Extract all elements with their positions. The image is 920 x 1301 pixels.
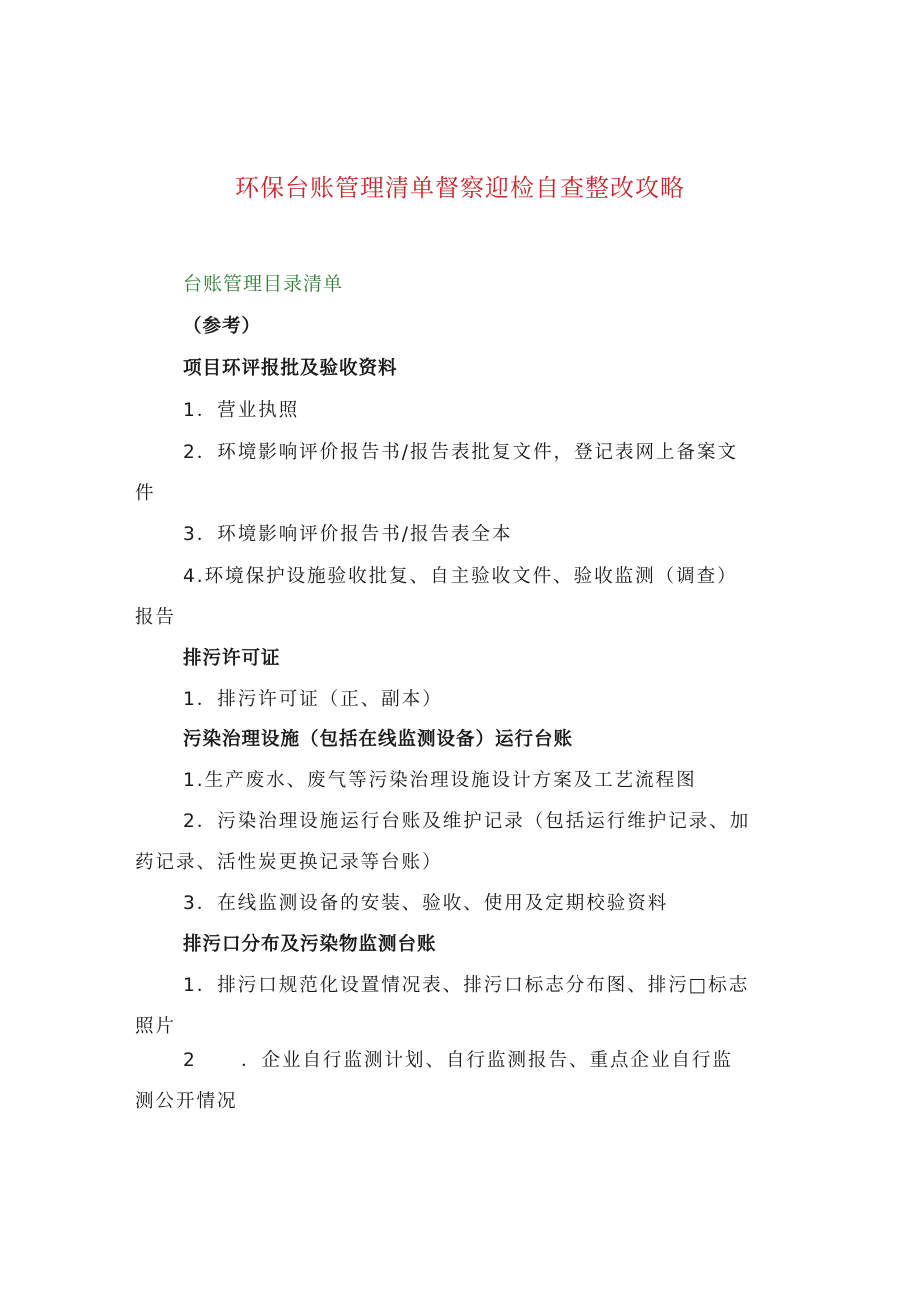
section-heading: 排污许可证 — [183, 648, 281, 669]
list-item — [183, 1046, 733, 1072]
document-subtitle: 台账管理目录清单 — [183, 273, 344, 295]
list-item-continuation: 测公开情况 — [135, 1091, 238, 1112]
list-item-continuation: 报告 — [135, 607, 177, 628]
list-item: 3．环境影响评价报告书/报告表全本 — [183, 524, 513, 545]
list-item: 3．在线监测设备的安装、验收、使用及定期校验资料 — [183, 893, 669, 914]
list-item: 4.环境保护设施验收批复、自主验收文件、验收监测（调查） — [183, 566, 738, 587]
section-heading: 污染治理设施（包括在线监测设备）运行台账 — [183, 729, 574, 750]
list-item: 2．污染治理设施运行台账及维护记录（包括运行维护记录、加 — [183, 811, 751, 832]
list-item: 1．营业执照 — [183, 400, 300, 421]
list-item-text: ．企业自行监测计划、自行监测报告、重点企业自行监 — [241, 1050, 734, 1071]
section-heading: 项目环评报批及验收资料 — [183, 358, 398, 379]
list-item-continuation: 药记录、活性炭更换记录等台账） — [135, 852, 443, 873]
document-title: 环保台账管理清单督察迎检自查整改攻略 — [235, 174, 685, 202]
list-item: 1．排污许可证（正、副本） — [183, 689, 443, 710]
section-heading: 排污口分布及污染物监测台账 — [183, 934, 437, 955]
list-item: 1.生产废水、废气等污染治理设施设计方案及工艺流程图 — [183, 770, 697, 791]
list-item-continuation: 件 — [135, 483, 156, 504]
list-item: 1．排污口规范化设置情况表、排污口标志分布图、排污□标志 — [183, 975, 750, 996]
reference-note: （参考） — [183, 316, 262, 337]
list-item-number: 2 — [183, 1050, 197, 1071]
list-item: 2．环境影响评价报告书/报告表批复文件，登记表网上备案文 — [183, 442, 739, 463]
list-item-continuation: 照片 — [135, 1016, 177, 1037]
